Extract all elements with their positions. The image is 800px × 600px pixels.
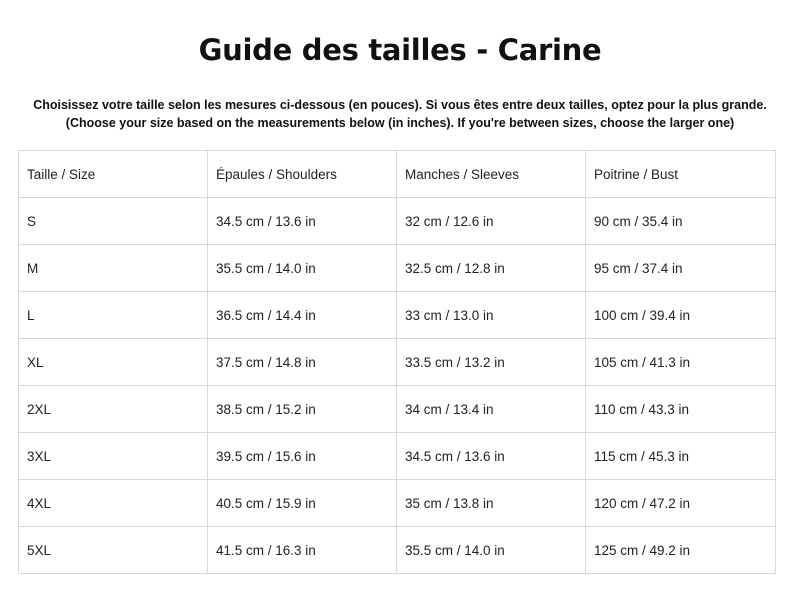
cell-bust: 100 cm / 39.4 in	[586, 292, 776, 339]
header-shoulders: Épaules / Shoulders	[208, 151, 397, 198]
cell-size: S	[19, 198, 208, 245]
cell-bust: 90 cm / 35.4 in	[586, 198, 776, 245]
page-title: Guide des tailles - Carine	[198, 33, 602, 67]
intro-english: (Choose your size based on the measurements below (in inches). If you're between sizes, choose the larger one)	[65, 116, 735, 130]
cell-shoulders: 35.5 cm / 14.0 in	[208, 245, 397, 292]
table-row	[19, 339, 776, 386]
table-row	[19, 386, 776, 433]
cell-bust: 120 cm / 47.2 in	[586, 480, 776, 527]
cell-size: 4XL	[19, 480, 208, 527]
cell-shoulders: 39.5 cm / 15.6 in	[208, 433, 397, 480]
cell-shoulders: 37.5 cm / 14.8 in	[208, 339, 397, 386]
header-bust: Poitrine / Bust	[586, 151, 776, 198]
intro-french: Choisissez votre taille selon les mesures ci-dessous (en pouces). Si vous êtes entre deux tailles, optez pour la plus grande.	[33, 98, 767, 112]
cell-size: 2XL	[19, 386, 208, 433]
cell-sleeves: 32 cm / 12.6 in	[397, 198, 586, 245]
table-row	[19, 245, 776, 292]
table-row	[19, 527, 776, 574]
cell-size: L	[19, 292, 208, 339]
cell-sleeves: 34 cm / 13.4 in	[397, 386, 586, 433]
cell-sleeves: 35 cm / 13.8 in	[397, 480, 586, 527]
cell-shoulders: 34.5 cm / 13.6 in	[208, 198, 397, 245]
table-row	[19, 292, 776, 339]
cell-shoulders: 41.5 cm / 16.3 in	[208, 527, 397, 574]
cell-size: M	[19, 245, 208, 292]
table-row	[19, 480, 776, 527]
cell-bust: 95 cm / 37.4 in	[586, 245, 776, 292]
cell-shoulders: 38.5 cm / 15.2 in	[208, 386, 397, 433]
intro-text	[0, 96, 800, 132]
cell-shoulders: 36.5 cm / 14.4 in	[208, 292, 397, 339]
header-size: Taille / Size	[19, 151, 208, 198]
cell-sleeves: 33 cm / 13.0 in	[397, 292, 586, 339]
cell-sleeves: 35.5 cm / 14.0 in	[397, 527, 586, 574]
cell-bust: 115 cm / 45.3 in	[586, 433, 776, 480]
cell-bust: 105 cm / 41.3 in	[586, 339, 776, 386]
cell-shoulders: 40.5 cm / 15.9 in	[208, 480, 397, 527]
cell-bust: 125 cm / 49.2 in	[586, 527, 776, 574]
cell-size: XL	[19, 339, 208, 386]
size-chart-table	[18, 150, 776, 574]
cell-size: 5XL	[19, 527, 208, 574]
table-header-row	[19, 151, 776, 198]
cell-sleeves: 34.5 cm / 13.6 in	[397, 433, 586, 480]
cell-sleeves: 32.5 cm / 12.8 in	[397, 245, 586, 292]
cell-bust: 110 cm / 43.3 in	[586, 386, 776, 433]
cell-size: 3XL	[19, 433, 208, 480]
cell-sleeves: 33.5 cm / 13.2 in	[397, 339, 586, 386]
table-row	[19, 433, 776, 480]
table-row	[19, 198, 776, 245]
header-sleeves: Manches / Sleeves	[397, 151, 586, 198]
